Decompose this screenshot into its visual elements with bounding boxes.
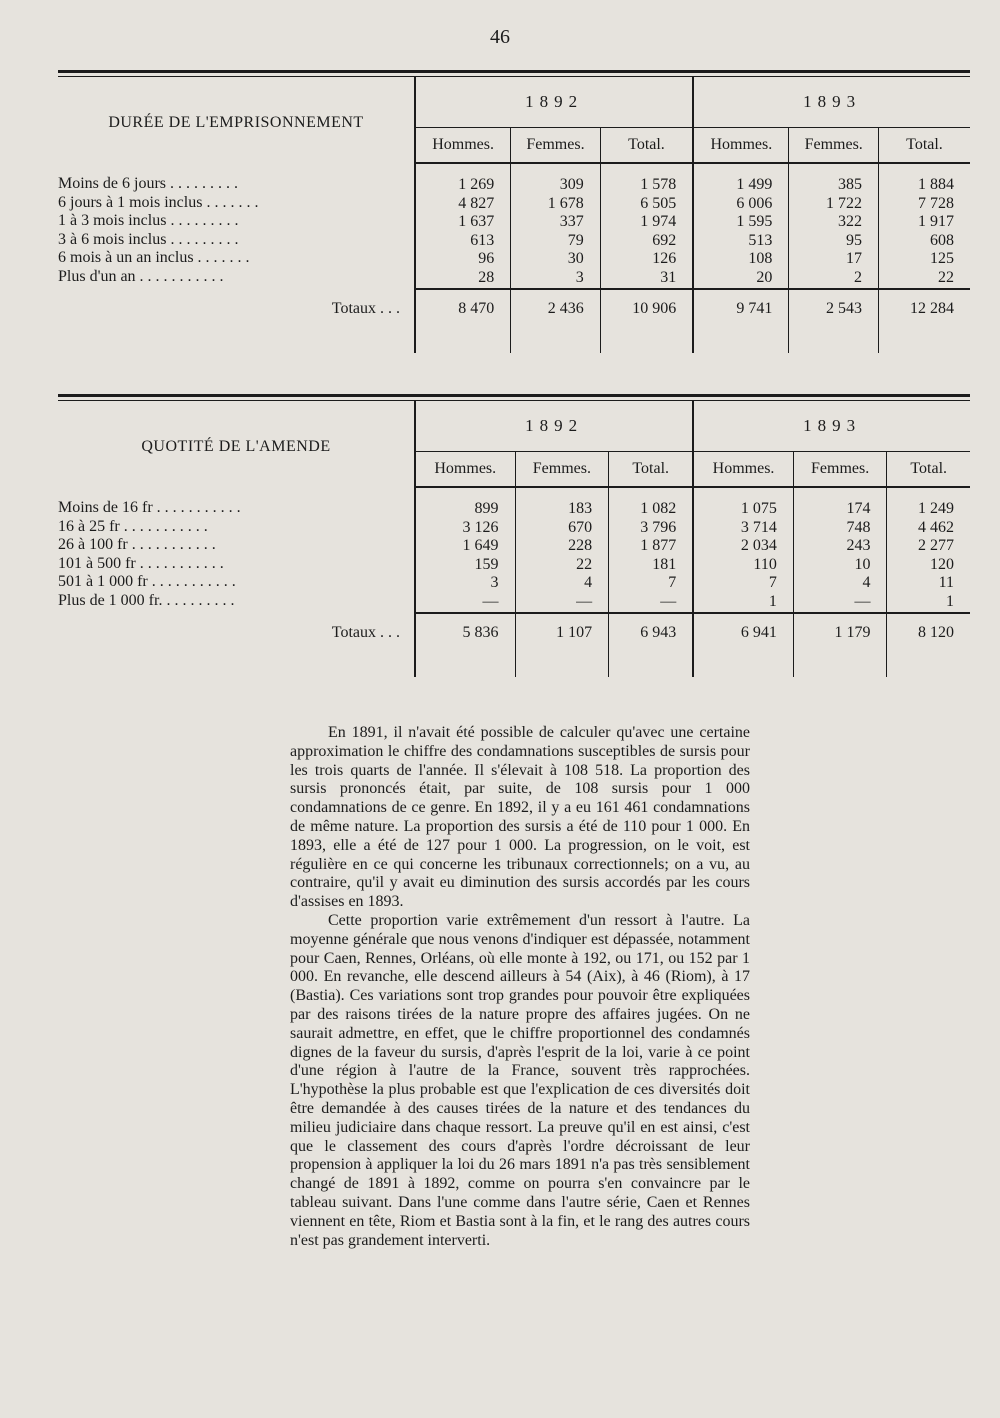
row-label: 3 à 6 mois inclus . . . . . . . . . xyxy=(58,230,239,248)
table-cell: 1 xyxy=(768,592,777,610)
spacer xyxy=(609,653,694,677)
table-cell: 2 034 xyxy=(740,537,777,555)
col-header-femmes: Femmes. xyxy=(511,128,601,164)
year-header-1893: 1893 xyxy=(693,401,970,452)
spacer xyxy=(600,329,693,353)
table-cell: 2 xyxy=(853,268,862,286)
total-cell: 6 943 xyxy=(609,613,694,653)
col-1893-femmes xyxy=(793,487,887,613)
spacer xyxy=(789,329,879,353)
page-number: 46 xyxy=(490,26,510,48)
total-cell: 12 284 xyxy=(878,289,970,329)
col-1892-hommes xyxy=(415,163,511,289)
row-label: Plus de 1 000 fr. . . . . . . . . . xyxy=(58,591,235,609)
table-title: QUOTITÉ DE L'AMENDE xyxy=(141,438,331,455)
col-header-total: Total. xyxy=(878,128,970,164)
table-cell: 1 075 xyxy=(740,500,777,517)
table-cell: 1 974 xyxy=(640,213,677,231)
table-cell: 1 xyxy=(946,592,954,610)
total-cell: 2 436 xyxy=(511,289,601,329)
total-cell: 1 107 xyxy=(515,613,609,653)
table-cell: — xyxy=(482,592,499,610)
row-label: Moins de 16 fr . . . . . . . . . . . xyxy=(58,499,241,516)
table-cell: 1 917 xyxy=(918,213,954,231)
table-cell: 79 xyxy=(567,231,584,249)
total-cell: 8 470 xyxy=(415,289,511,329)
table-cell: 1 269 xyxy=(458,176,495,193)
table-cell: 1 637 xyxy=(458,213,495,231)
table-title: DURÉE DE L'EMPRISONNEMENT xyxy=(108,114,364,131)
table-cell: 4 827 xyxy=(458,194,495,212)
col-1893-femmes xyxy=(789,163,879,289)
table-cell: 1 649 xyxy=(462,537,499,555)
row-labels xyxy=(58,163,415,289)
total-cell: 5 836 xyxy=(415,613,515,653)
table-cell: 3 714 xyxy=(740,518,777,536)
table-cell: 174 xyxy=(846,500,871,517)
totals-label: Totaux . . . xyxy=(331,623,400,641)
table-cell: 1 249 xyxy=(918,500,954,517)
table-cell: 385 xyxy=(837,176,862,193)
spacer xyxy=(887,653,970,677)
col-header-hommes: Hommes. xyxy=(415,452,515,488)
spacer xyxy=(511,329,601,353)
table-top-rule xyxy=(58,70,970,77)
table-cell: 1 877 xyxy=(640,537,677,555)
total-cell: 10 906 xyxy=(600,289,693,329)
table-cell: — xyxy=(854,592,871,610)
col-header-femmes: Femmes. xyxy=(793,452,887,488)
table-cell: 1 595 xyxy=(736,213,773,231)
col-1893-hommes xyxy=(693,163,789,289)
table-cell: 243 xyxy=(846,537,871,555)
col-1892-hommes xyxy=(415,487,515,613)
table-cell: 7 xyxy=(768,574,777,592)
row-label: 1 à 3 mois inclus . . . . . . . . . xyxy=(58,212,239,230)
col-1893-total xyxy=(887,487,970,613)
spacer xyxy=(878,329,970,353)
table-cell: 3 796 xyxy=(640,518,677,536)
spacer xyxy=(58,653,415,677)
col-1892-femmes xyxy=(511,163,601,289)
col-1892-total xyxy=(609,487,694,613)
table-cell: 748 xyxy=(846,518,871,536)
year-header-1892: 1892 xyxy=(415,401,693,452)
table-cell: 4 xyxy=(584,574,593,592)
row-label: 6 jours à 1 mois inclus . . . . . . . xyxy=(58,193,259,211)
table-cell: — xyxy=(660,592,677,610)
table-cell: 95 xyxy=(845,231,862,249)
table-cell: 7 xyxy=(668,574,677,592)
col-header-total: Total. xyxy=(609,452,694,488)
table-cell: 1 082 xyxy=(640,500,677,517)
table-cell: 613 xyxy=(470,231,495,249)
col-header-hommes: Hommes. xyxy=(693,452,793,488)
table-cell: 159 xyxy=(474,555,499,573)
paragraph: Cette proportion varie extrêmement d'un ressort à l'autre. La moyenne générale que nous venons d'indiquer est dépassée, notamment pour Caen, Rennes, Orléans, où elle monte à 192, ou 171, ou 152 par 1 000. En revanche, elle descend ailleurs à 54 (Aix), à 46 (Riom), à 17 (Bastia). Ces variations sont trop grandes pour pouvoir être expliquées par des raisons tirées de la nature propre des affaires jugées. On ne saurait admettre, en effet, que le chiffre proportionnel des condamnés dignes de la faveur du sursis, d'après l'esprit de la loi, varie à ce point d'une région à l'autre de la France, souvent très rapprochées. L'hypothèse la plus probable est que l'explication de ces diversités doit être demandée à des causes tirées de la nature et des tendances du milieu judiciaire dans chaque ressort. La preuve qu'il en est ainsi, c'est que le classement des cours d'après l'ordre décroissant de leur propension à appliquer la loi du 26 mars 1891 n'a pas très sensiblement changé de 1891 à 1892, comme on pourra s'en convaincre par le tableau suivant. Dans l'une comme dans l'autre série, Caen et Rennes viennent en tête, Riom et Bastia sont à la fin, et le rang des autres cours n'est pas grandement interverti. xyxy=(290,911,750,1249)
row-label: 6 mois à un an inclus . . . . . . . xyxy=(58,249,250,267)
table-cell: 126 xyxy=(652,250,677,268)
spacer xyxy=(515,653,609,677)
table-cell: 1 499 xyxy=(736,176,773,193)
imprisonment-duration-table xyxy=(58,70,970,353)
spacer xyxy=(693,329,789,353)
total-cell: 2 543 xyxy=(789,289,879,329)
table-cell: 125 xyxy=(930,250,954,268)
table-cell: 513 xyxy=(748,231,773,249)
total-cell: 9 741 xyxy=(693,289,789,329)
table-cell: 7 728 xyxy=(918,194,954,212)
table-cell: 4 xyxy=(862,574,871,592)
table-cell: 3 xyxy=(490,574,499,592)
spacer xyxy=(58,329,415,353)
col-1893-total xyxy=(878,163,970,289)
row-labels xyxy=(58,487,415,613)
year-header-1892: 1892 xyxy=(415,77,693,128)
table-cell: 3 126 xyxy=(462,518,499,536)
table-cell: 120 xyxy=(930,555,954,573)
fine-amount-table xyxy=(58,394,970,677)
table-cell: 11 xyxy=(938,574,954,592)
table-cell: 110 xyxy=(753,555,777,573)
table-cell: 22 xyxy=(938,268,954,286)
table-cell: 108 xyxy=(748,250,773,268)
table-cell: 20 xyxy=(756,268,773,286)
col-header-total: Total. xyxy=(887,452,970,488)
table-cell: 183 xyxy=(568,500,593,517)
spacer xyxy=(693,653,793,677)
table-cell: 22 xyxy=(576,555,593,573)
table-cell: 4 462 xyxy=(918,518,954,536)
table-cell: 1 678 xyxy=(547,194,584,212)
table-cell: 309 xyxy=(559,176,584,193)
total-cell: 8 120 xyxy=(887,613,970,653)
row-label: Moins de 6 jours . . . . . . . . . xyxy=(58,175,238,192)
table-cell: 670 xyxy=(568,518,593,536)
table-cell: 322 xyxy=(837,213,862,231)
row-label: 101 à 500 fr . . . . . . . . . . . xyxy=(58,554,224,572)
col-header-total: Total. xyxy=(600,128,693,164)
table-cell: 228 xyxy=(568,537,593,555)
table-cell: 337 xyxy=(559,213,584,231)
spacer xyxy=(793,653,887,677)
table-cell: 10 xyxy=(854,555,871,573)
table-cell: 2 277 xyxy=(918,537,954,555)
row-label: 16 à 25 fr . . . . . . . . . . . xyxy=(58,517,208,535)
table-cell: 1 578 xyxy=(640,176,677,193)
spacer xyxy=(415,329,511,353)
spacer xyxy=(415,653,515,677)
col-header-hommes: Hommes. xyxy=(415,128,511,164)
table-cell: 17 xyxy=(845,250,862,268)
col-1892-total xyxy=(600,163,693,289)
table-cell: 692 xyxy=(652,231,677,249)
table-cell: 30 xyxy=(567,250,584,268)
total-cell: 6 941 xyxy=(693,613,793,653)
table-cell: 96 xyxy=(478,250,495,268)
col-header-femmes: Femmes. xyxy=(789,128,879,164)
totals-label: Totaux . . . xyxy=(331,299,400,317)
col-1893-hommes xyxy=(693,487,793,613)
table-top-rule xyxy=(58,394,970,401)
row-label: Plus d'un an . . . . . . . . . . . xyxy=(58,267,224,285)
table-cell: 6 505 xyxy=(640,194,677,212)
table-cell: 31 xyxy=(660,268,677,286)
row-label: 501 à 1 000 fr . . . . . . . . . . . xyxy=(58,573,236,591)
col-header-hommes: Hommes. xyxy=(693,128,789,164)
paragraph: En 1891, il n'avait été possible de calculer qu'avec une certaine approximation le chiffre des condamnations susceptibles de sursis pour les trois quarts de l'année. Il s'élevait à 108 518. La proportion des sursis prononcés était, par suite, de 108 sursis pour 1 000 condamnations de ce genre. En 1892, il y a eu 161 461 condamnations de même nature. La proportion des sursis a été de 110 pour 1 000. En 1893, elle a été de 127 pour 1 000. La progression, on le voit, est régulière en ce qui concerne les tribunaux correctionnels; on a vu, au contraire, qu'il y avait eu diminution des sursis accordés par les cours d'assises en 1893. xyxy=(290,724,750,911)
total-cell: 1 179 xyxy=(793,613,887,653)
table-cell: — xyxy=(576,592,593,610)
table-cell: 608 xyxy=(930,231,954,249)
year-header-1893: 1893 xyxy=(693,77,970,128)
table-cell: 28 xyxy=(478,268,495,286)
table-cell: 3 xyxy=(575,268,584,286)
table-cell: 899 xyxy=(474,500,499,517)
body-text xyxy=(290,724,750,1250)
table-cell: 181 xyxy=(652,555,677,573)
table-cell: 1 722 xyxy=(825,194,862,212)
row-label: 26 à 100 fr . . . . . . . . . . . xyxy=(58,536,216,554)
col-1892-femmes xyxy=(515,487,609,613)
table-cell: 1 884 xyxy=(918,176,954,193)
col-header-femmes: Femmes. xyxy=(515,452,609,488)
table-cell: 6 006 xyxy=(736,194,773,212)
